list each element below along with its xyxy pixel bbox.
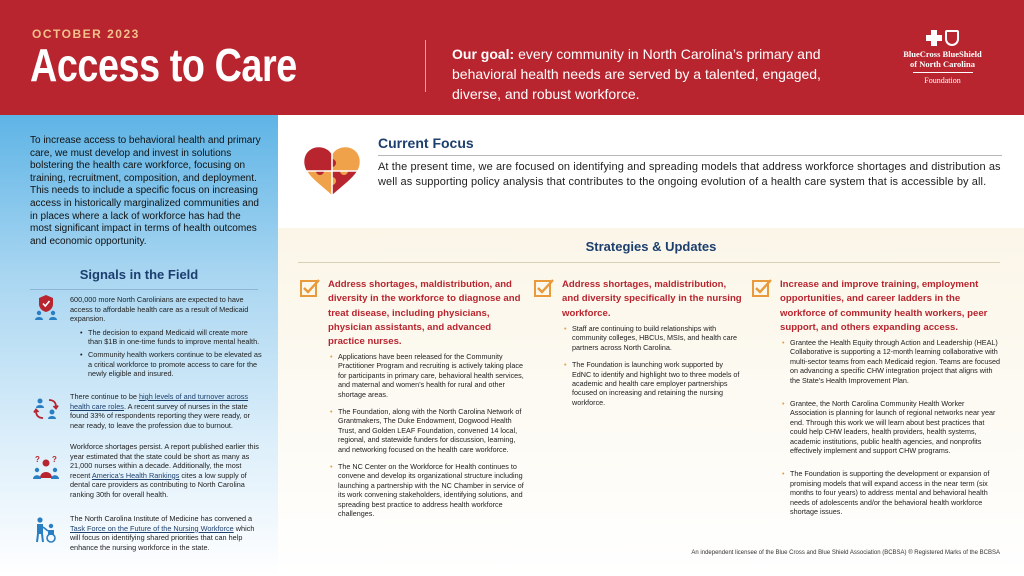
report-date: OCTOBER 2023 — [32, 27, 140, 41]
checkbox-check-icon — [300, 278, 320, 298]
svg-text:?: ? — [35, 455, 40, 464]
logo-line-1: BlueCross BlueShield — [903, 49, 982, 59]
strategy-1-item: • The NC Center on the Workforce for Health continues to convene and develop its organizational structure including launching a partnership with the NC Chamber in service of its work convening stakeholders, identifying solutions, and spreading best practice to address health workforce challenges. — [330, 462, 526, 518]
svg-text:?: ? — [52, 455, 57, 464]
blue-shield-icon — [945, 30, 959, 46]
signal-medicaid-bullet: • The decision to expand Medicaid will create more than $1B in one-time funds to improve mental health. — [80, 328, 262, 347]
strategy-2-list — [564, 324, 742, 415]
blue-cross-icon — [926, 30, 942, 46]
puzzle-heart-icon — [302, 145, 362, 197]
nursing-care-icon — [32, 515, 60, 543]
strategy-2-item: • The Foundation is launching work supported by EdNC to identify and highlight two to three models of academic and health care employer partnerships focused on increasing and retaining the nursing workforce. — [564, 360, 742, 407]
strategies-title: Strategies & Updates — [585, 239, 717, 254]
turnover-people-icon — [32, 395, 60, 423]
strategy-3-list — [782, 338, 1002, 525]
goal-divider — [425, 40, 426, 92]
goal-text: every community in North Carolina’s primary and behavioral health needs are served by a talented, engaged, diverse, and robust workforce. — [452, 46, 821, 102]
bcbs-foundation-logo — [895, 30, 990, 85]
strategy-3-item: • The Foundation is supporting the development or expansion of promising models that will expand access in the near term (six months to four years) to address mental and behavioral health needs of adolescents and/or the behavioral health workforce shortage issues. — [782, 469, 1002, 516]
health-rankings-link[interactable]: America’s Health Rankings — [91, 470, 180, 480]
goal-statement — [452, 44, 832, 104]
signals-title: Signals in the Field — [79, 267, 199, 282]
current-focus-title: Current Focus — [378, 135, 474, 151]
signal-nursing-taskforce: The North Carolina Institute of Medicine has convened a Task Force on the Future of the Nursing Workforce which will focus on identifying shared priorities that can help enhance the nursing workforce in the state. — [70, 514, 255, 552]
strategy-3-heading: Increase and improve training, employment opportunities, and career ladders in the workforce of community health workers, peer support, and others expanding access. — [780, 279, 988, 333]
strategy-2-heading: Address shortages, maldistribution, and diversity specifically in the nursing workforce. — [562, 279, 742, 319]
left-panel — [0, 115, 278, 576]
page-title: Access to Care — [30, 39, 297, 91]
signal-medicaid-text: 600,000 more North Carolinians are expected to have access to affordable health care as a result of Medicaid expansion. — [70, 295, 249, 324]
logo-line-2: of North Carolina — [909, 59, 975, 69]
strategy-1-item: • Applications have been released for the Community Practitioner Program and recruiting is actively taking place for participants in primary care, behavioral health services, and maternal and women’s health for rural and other shortage areas. — [330, 352, 526, 399]
workforce-shortage-icon — [32, 453, 60, 481]
signal-medicaid — [70, 295, 262, 382]
signal-medicaid-bullet: • Community health workers continue to be elevated as a critical workforce to promote access to care for the newly eligible and insured. — [80, 350, 262, 379]
strategy-1-item: • The Foundation, along with the North Carolina Network of Grantmakers, The Duke Endowment, Dogwood Health Trust, and Golden LEAF Foundation, convened 14 local, regional, and statewide funders for discussion, learning, and networking focused on the health care workforce. — [330, 407, 526, 454]
strategy-2-item: • Staff are continuing to build relationships with community colleges, HBCUs, MSIs, and health care partners across North Carolina. — [564, 324, 742, 352]
medicaid-shield-people-icon — [32, 293, 60, 321]
checkbox-check-icon — [752, 278, 772, 298]
strategy-3-item: • Grantee, the North Carolina Community Health Worker Association is planning for launch of regional networks near year end. Through this work we will learn about best practices that could help CHW leaders, health providers, health systems, academic institutions, public health agencies, and nonprofits effectively implement and support CHW programs. — [782, 399, 1002, 455]
header-banner — [0, 0, 1024, 115]
goal-label: Our goal: — [452, 46, 515, 62]
strategy-3-item: • Grantee the Health Equity through Action and Leadership (HEAL) Collaborative is supporting a 12-month learning collaborative with multi-sector teams from each Medicaid region. Teams are focused on advancing a specific CHW integration project that aligns with the State’s Health Improvement Plan. — [782, 338, 1002, 385]
strategy-1-heading: Address shortages, maldistribution, and diversity in the workforce to diagnose and treat disease, including physicians, physician assistants, and advanced practice nurses. — [328, 279, 521, 348]
strategy-1-list — [330, 352, 526, 527]
turnover-link[interactable]: high levels of and turnover across health care roles — [70, 392, 249, 411]
bcbsa-footnote: An independent licensee of the Blue Cross and Blue Shield Association (BCBSA) ® Registered Marks of the BCBSA — [691, 550, 1000, 556]
logo-line-3: Foundation — [924, 76, 961, 85]
checkbox-check-icon — [534, 278, 554, 298]
nursing-taskforce-link[interactable]: Task Force on the Future of the Nursing Workforce — [70, 523, 234, 533]
intro-paragraph: To increase access to behavioral health and primary care, we must develop and invest in solutions bolstering the health care workforce, focusing on training, recruitment, composition, and deployment. This needs to include a specific focus on increasing access in historically marginalized communities and in places where a lack of workforce has had the most significant impact in terms of health outcomes and economic opportunity. — [30, 135, 261, 247]
signal-turnover: There continue to be high levels of and turnover across health care roles. A recent survey of nurses in the state found 33% of respondents reporting they were ready, or near ready, to leave the profession due to burnout. — [70, 392, 250, 430]
current-focus-text: At the present time, we are focused on identifying and spreading models that address workforce shortages and distribution as well as supporting policy analysis that contributes to the ongoing evolution of a health care system that is accessible by all. — [378, 161, 1001, 188]
signal-shortages: Workforce shortages persist. A report published earlier this year estimated that the state could be short as many as 21,000 nurses within a decade. Additionally, the most recent America’s Health Rankings cites a low supply of dental care providers as contributing to North Carolina ranking 30th for overall health. — [70, 442, 259, 499]
